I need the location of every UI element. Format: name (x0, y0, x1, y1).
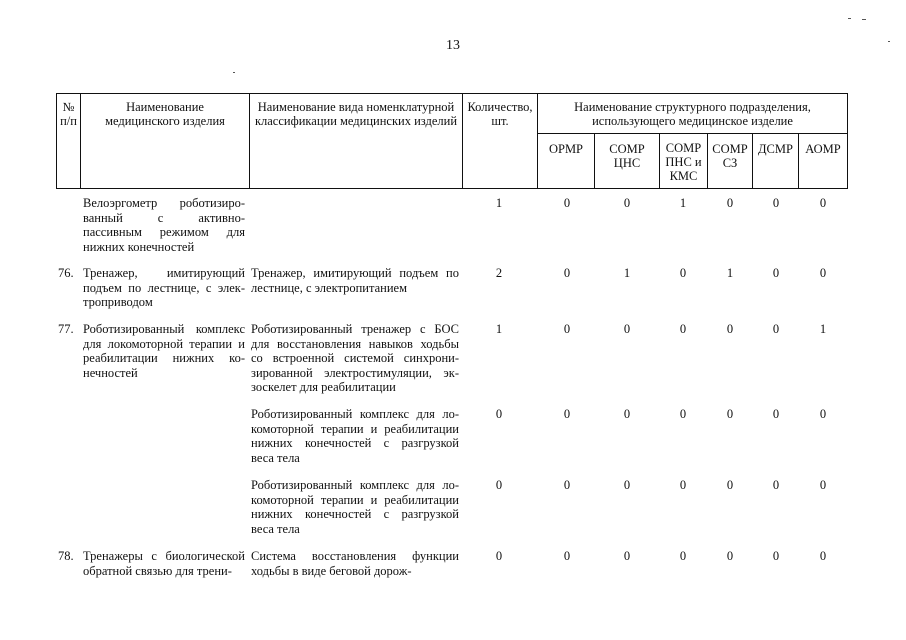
header-device-name: Наименование медицинского изделия (80, 93, 250, 189)
dept-count-cell: 0 (819, 196, 827, 210)
header-dept-somr-cns: СОМР ЦНС (594, 133, 660, 189)
dept-count-cell: 0 (679, 407, 687, 421)
scan-mark (888, 41, 890, 42)
dept-count-cell: 0 (679, 266, 687, 280)
dept-count-cell: 0 (726, 549, 734, 563)
dept-count-cell: 0 (726, 478, 734, 492)
nomenclature-name-line: веса тела (251, 521, 300, 536)
device-name-line: для локомоторной терапии и (83, 336, 245, 351)
dept-count-cell: 0 (819, 407, 827, 421)
nomenclature-name-line: Система восстановления функции (251, 549, 459, 563)
dept-count-cell: 0 (726, 407, 734, 421)
header-dept-group: Наименование структурного подразделения, использующего медицинское изделие (537, 93, 848, 134)
nomenclature-name-line: Тренажер, имитирующий подъем по (251, 266, 459, 280)
device-name-line: реабилитации нижних ко- (83, 351, 245, 365)
dept-count-cell: 0 (726, 196, 734, 210)
nomenclature-name-line: зоскелет для реабилитации (251, 380, 396, 394)
dept-count-cell: 0 (819, 478, 827, 492)
header-dept-somr-sz: СОМР СЗ (707, 133, 753, 189)
device-name-line: Тренажер, имитирующий (83, 266, 245, 280)
nomenclature-name-line: комоторной терапии и реабилитации (251, 421, 459, 436)
device-name-line: подъем по лестнице, с элек- (83, 280, 245, 295)
dept-count-cell: 1 (679, 196, 687, 210)
dept-count-cell: 0 (772, 266, 780, 280)
header-nomenclature-name: Наименование вида номенклатурной классификации медицинских изделий (249, 93, 463, 189)
device-name-line: нижних конечностей (83, 239, 195, 254)
dept-count-cell: 1 (819, 322, 827, 336)
nomenclature-name-line: Роботизированный комплекс для ло- (251, 407, 459, 421)
page-number: 13 (446, 38, 460, 53)
scan-mark (848, 18, 851, 19)
quantity-cell: 0 (495, 478, 503, 492)
device-name-line: троприводом (83, 295, 153, 309)
nomenclature-name-line: Роботизированный комплекс для ло- (251, 478, 459, 492)
row-number: 77. (58, 322, 74, 336)
dept-count-cell: 0 (563, 549, 571, 563)
nomenclature-name-line: нижних конечностей с разгрузкой (251, 507, 459, 521)
dept-count-cell: 0 (772, 322, 780, 336)
quantity-cell: 1 (495, 196, 503, 210)
dept-count-cell: 0 (772, 407, 780, 421)
nomenclature-name-line: для восстановления навыков ходьбы (251, 336, 459, 351)
header-dept-aomr: АОМР (798, 133, 848, 189)
dept-count-cell: 0 (623, 322, 631, 336)
dept-count-cell: 0 (623, 478, 631, 492)
dept-count-cell: 0 (563, 407, 571, 421)
header-quantity: Количество, шт. (462, 93, 538, 189)
dept-count-cell: 0 (563, 196, 571, 210)
nomenclature-name-line: зированной электростимуляции, эк- (251, 365, 459, 380)
device-name-line: Роботизированный комплекс (83, 322, 245, 336)
nomenclature-name-line: веса тела (251, 450, 300, 465)
quantity-cell: 0 (495, 549, 503, 563)
dept-count-cell: 0 (623, 407, 631, 421)
device-name-line: Тренажеры с биологической (83, 549, 245, 563)
device-name-line: обратной связью для трени- (83, 563, 232, 578)
dept-count-cell: 0 (563, 478, 571, 492)
dept-count-cell: 0 (563, 266, 571, 280)
header-dept-ormr: ОРМР (537, 133, 595, 189)
header-dept-dsmr: ДСМР (752, 133, 799, 189)
scan-mark (233, 72, 235, 73)
dept-count-cell: 0 (679, 549, 687, 563)
nomenclature-name-line: ходьбы в виде беговой дорож- (251, 563, 412, 578)
dept-count-cell: 1 (623, 266, 631, 280)
header-num: № п/п (56, 93, 81, 189)
dept-count-cell: 0 (679, 322, 687, 336)
nomenclature-name-line: нижних конечностей с разгрузкой (251, 436, 459, 450)
dept-count-cell: 1 (726, 266, 734, 280)
quantity-cell: 0 (495, 407, 503, 421)
row-number: 78. (58, 549, 74, 563)
dept-count-cell: 0 (819, 549, 827, 563)
dept-count-cell: 0 (772, 478, 780, 492)
device-name-line: пассивным режимом для (83, 225, 245, 239)
device-name-line: ванный с активно- (83, 210, 245, 225)
dept-count-cell: 0 (772, 549, 780, 563)
dept-count-cell: 0 (563, 322, 571, 336)
header-dept-somr-pns: СОМР ПНС и КМС (659, 133, 708, 189)
quantity-cell: 2 (495, 266, 503, 280)
nomenclature-name-line: комоторной терапии и реабилитации (251, 492, 459, 507)
scan-mark (862, 19, 866, 20)
device-name-line: нечностей (83, 365, 138, 380)
dept-count-cell: 0 (679, 478, 687, 492)
dept-count-cell: 0 (726, 322, 734, 336)
dept-count-cell: 0 (623, 196, 631, 210)
nomenclature-name-line: лестнице, с электропитанием (251, 280, 407, 295)
dept-count-cell: 0 (623, 549, 631, 563)
dept-count-cell: 0 (819, 266, 827, 280)
dept-count-cell: 0 (772, 196, 780, 210)
device-name-line: Велоэргометр роботизиро- (83, 196, 245, 210)
row-number: 76. (58, 266, 74, 280)
nomenclature-name-line: со встроенной системой синхрони- (251, 351, 459, 365)
quantity-cell: 1 (495, 322, 503, 336)
nomenclature-name-line: Роботизированный тренажер с БОС (251, 322, 459, 336)
